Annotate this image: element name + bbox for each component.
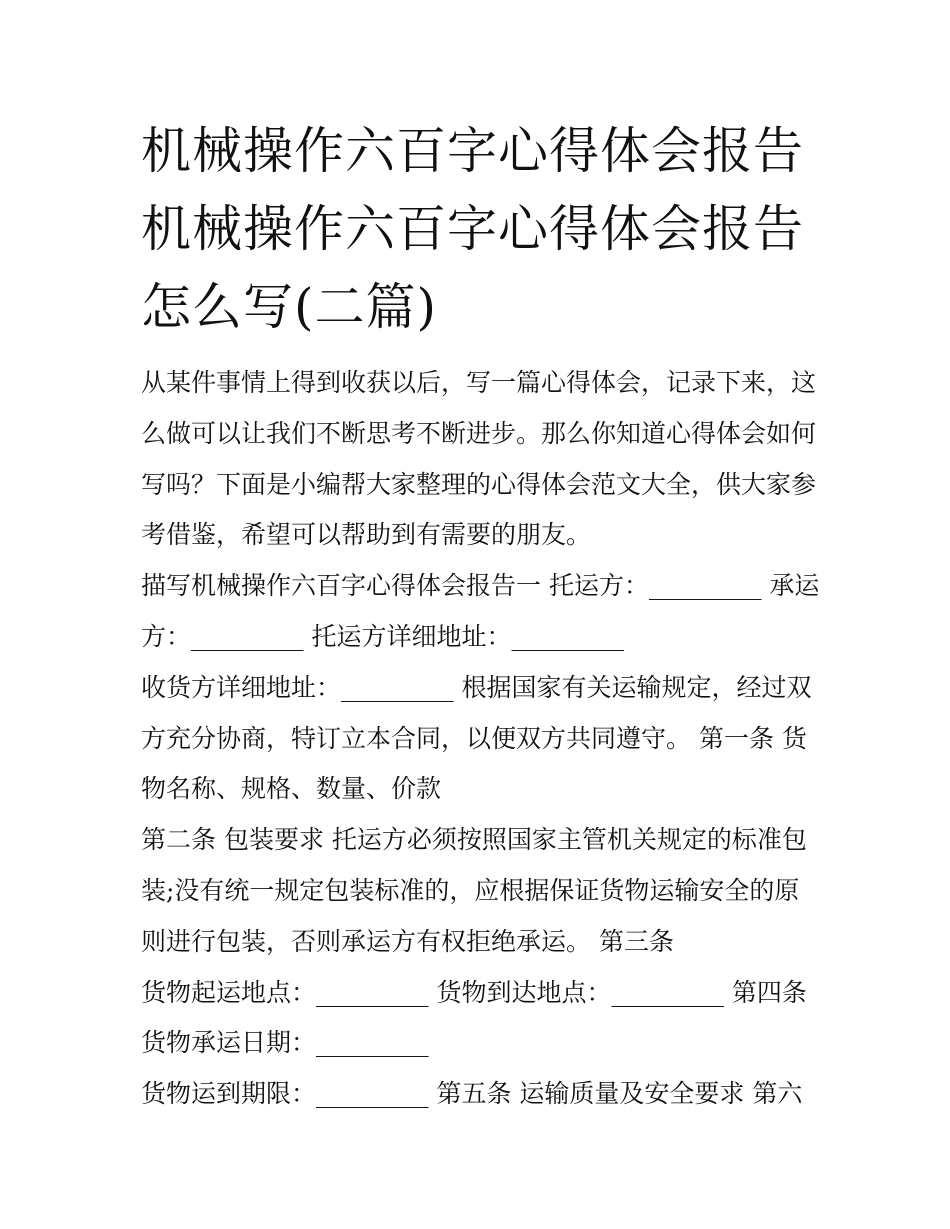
text-line: 收货方详细地址：_________ 根据国家有关运输规定，经过双 (141, 672, 812, 702)
text-line: 货物起运地点：_________ 货物到达地点：_________ 第四条 (141, 977, 807, 1007)
document-body (141, 358, 821, 1120)
text-line: 第二条 包装要求 托运方必须按照国家主管机关规定的标准包 (141, 825, 807, 855)
title-line: 机械操作六百字心得体会报告 (141, 200, 804, 258)
intro-paragraph (141, 358, 821, 561)
text-line: 货物承运日期：_________ (141, 1028, 429, 1058)
text-line: 方充分协商，特订立本合同，以便双方共同遵守。 第一条 货 (141, 723, 807, 753)
text-line: 物名称、规格、数量、价款 (141, 774, 442, 804)
text-line: 则进行包装，否则承运方有权拒绝承运。 第三条 (141, 926, 674, 956)
text-line: 描写机械操作六百字心得体会报告一 托运方：_________ 承运 (141, 571, 820, 601)
text-line: 从某件事情上得到收获以后，写一篇心得体会，记录下来，这 (141, 368, 817, 397)
contract-paragraph (141, 561, 821, 1120)
text-line: 方：_________ 托运方详细地址：_________ (141, 621, 624, 651)
text-line: 么做可以让我们不断思考不断进步。那么你知道心得体会如何 (141, 418, 817, 448)
text-line: 装;没有统一规定包装标准的，应根据保证货物运输安全的原 (141, 875, 800, 905)
text-line: 写吗？下面是小编帮大家整理的心得体会范文大全，供大家参 (141, 469, 817, 499)
title-line: 怎么写(二篇) (141, 278, 438, 336)
text-line: 考借鉴，希望可以帮助到有需要的朋友。 (141, 520, 592, 550)
text-line: 货物运到期限：_________ 第五条 运输质量及安全要求 第六 (141, 1079, 803, 1109)
document-title (141, 112, 831, 346)
title-line: 机械操作六百字心得体会报告 (141, 122, 804, 180)
